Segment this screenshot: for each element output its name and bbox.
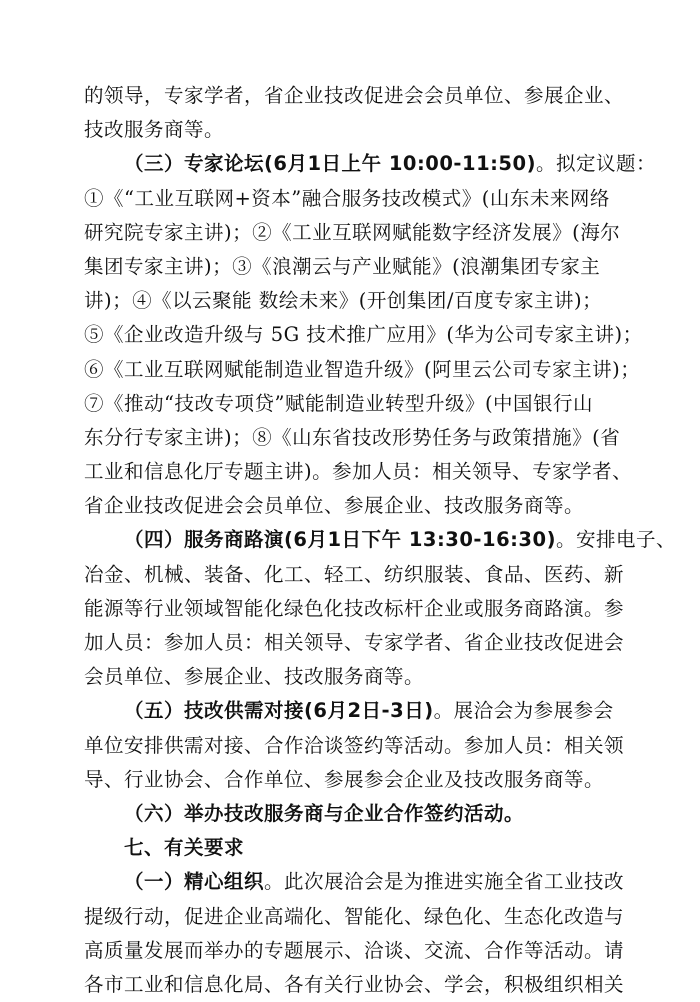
section-6-heading-line (84, 797, 616, 831)
body-line (84, 558, 625, 592)
body-line (84, 421, 621, 455)
line-text: 导、行业协会、合作单位、参展参会企业及技改服务商等。 (84, 767, 605, 791)
body-line (84, 318, 643, 352)
line-text: 研究院专家主讲)；②《工业互联网赋能数字经济发展》(海尔 (84, 220, 621, 244)
subsection-1-heading-line (84, 865, 625, 899)
line-text: 省企业技改促进会会员单位、参展企业、技改服务商等。 (84, 494, 585, 518)
body-line (84, 729, 625, 763)
chapter-heading: 七、有关要求 (124, 836, 245, 860)
line-text: 。拟定议题： (535, 152, 656, 176)
section-3-heading-line (84, 147, 656, 181)
body-line (84, 968, 625, 1002)
line-text: ⑦《推动“技改专项贷”赋能制造业转型升级》(中国银行山 (84, 391, 594, 415)
body-line (84, 900, 625, 934)
body-line (84, 592, 625, 626)
body-line (84, 353, 641, 387)
line-text: 加人员：参加人员：相关领导、专家学者、省企业技改促进会 (84, 631, 625, 654)
line-text: ①《“工业互联网+资本”融合服务技改模式》(山东未来网络 (84, 186, 610, 210)
line-text: 技改服务商等。 (84, 118, 225, 142)
body-line (84, 455, 633, 489)
body-line (84, 79, 625, 113)
body-line (84, 763, 616, 797)
line-text: 冶金、机械、装备、化工、轻工、纺织服装、食品、医药、新 (84, 562, 625, 586)
section-lead: （五）技改供需对接(6月2日-3日) (124, 699, 434, 723)
body-line (84, 489, 616, 523)
line-text: 高质量发展而举办的专题展示、洽谈、交流、合作等活动。请 (84, 938, 625, 962)
line-text: 。此次展洽会是为推进实施全省工业技改 (264, 870, 625, 894)
section-lead: （一）精心组织 (124, 870, 265, 894)
line-text: ⑤《企业改造升级与 5G 技术推广应用》(华为公司专家主讲)； (84, 323, 643, 347)
line-text: 讲)；④《以云聚能 数绘未来》(开创集团/百度专家主讲)； (84, 289, 603, 313)
body-line (84, 660, 616, 694)
line-text: 。安排电子、 (555, 528, 676, 552)
section-5-heading-line (84, 694, 616, 728)
line-text: ⑥《工业互联网赋能制造业智造升级》(阿里云公司专家主讲)； (84, 357, 641, 381)
line-text: 集团专家主讲)；③《浪潮云与产业赋能》(浪潮集团专家主 (84, 254, 601, 278)
line-text: 。展洽会为参展参会 (433, 699, 614, 723)
body-line (84, 216, 621, 250)
section-lead: （三）专家论坛(6月1日上午 10:00-11:50) (124, 152, 536, 176)
line-text: 各市工业和信息化局、各有关行业协会、学会，积极组织相关 (84, 972, 625, 996)
line-text: 提级行动，促进企业高端化、智能化、绿色化、生态化改造与 (84, 904, 625, 928)
line-text: 工业和信息化厅专题主讲)。参加人员：相关领导、专家学者、 (84, 460, 633, 484)
body-line (84, 113, 616, 147)
section-4-heading-line (84, 523, 676, 557)
line-text: 的领导，专家学者，省企业技改促进会会员单位、参展企业、 (84, 84, 625, 107)
section-lead: （六）举办技改服务商与企业合作签约活动。 (124, 801, 525, 825)
section-lead: （四）服务商路演(6月1日下午 13:30-16:30) (124, 528, 556, 552)
chapter-7-heading-line (84, 831, 616, 865)
line-text: 能源等行业领域智能化绿色化技改标杆企业或服务商路演。参 (84, 596, 625, 620)
body-line (84, 934, 625, 968)
line-text: 会员单位、参展企业、技改服务商等。 (84, 665, 425, 689)
body-line (84, 182, 616, 216)
line-text: 东分行专家主讲)；⑧《山东省技改形势任务与政策措施》(省 (84, 425, 621, 449)
body-line (84, 284, 616, 318)
line-text: 单位安排供需对接、合作洽谈签约等活动。参加人员：相关领 (84, 733, 625, 757)
body-line (84, 387, 616, 421)
body-line (84, 250, 616, 284)
body-line (84, 626, 625, 660)
